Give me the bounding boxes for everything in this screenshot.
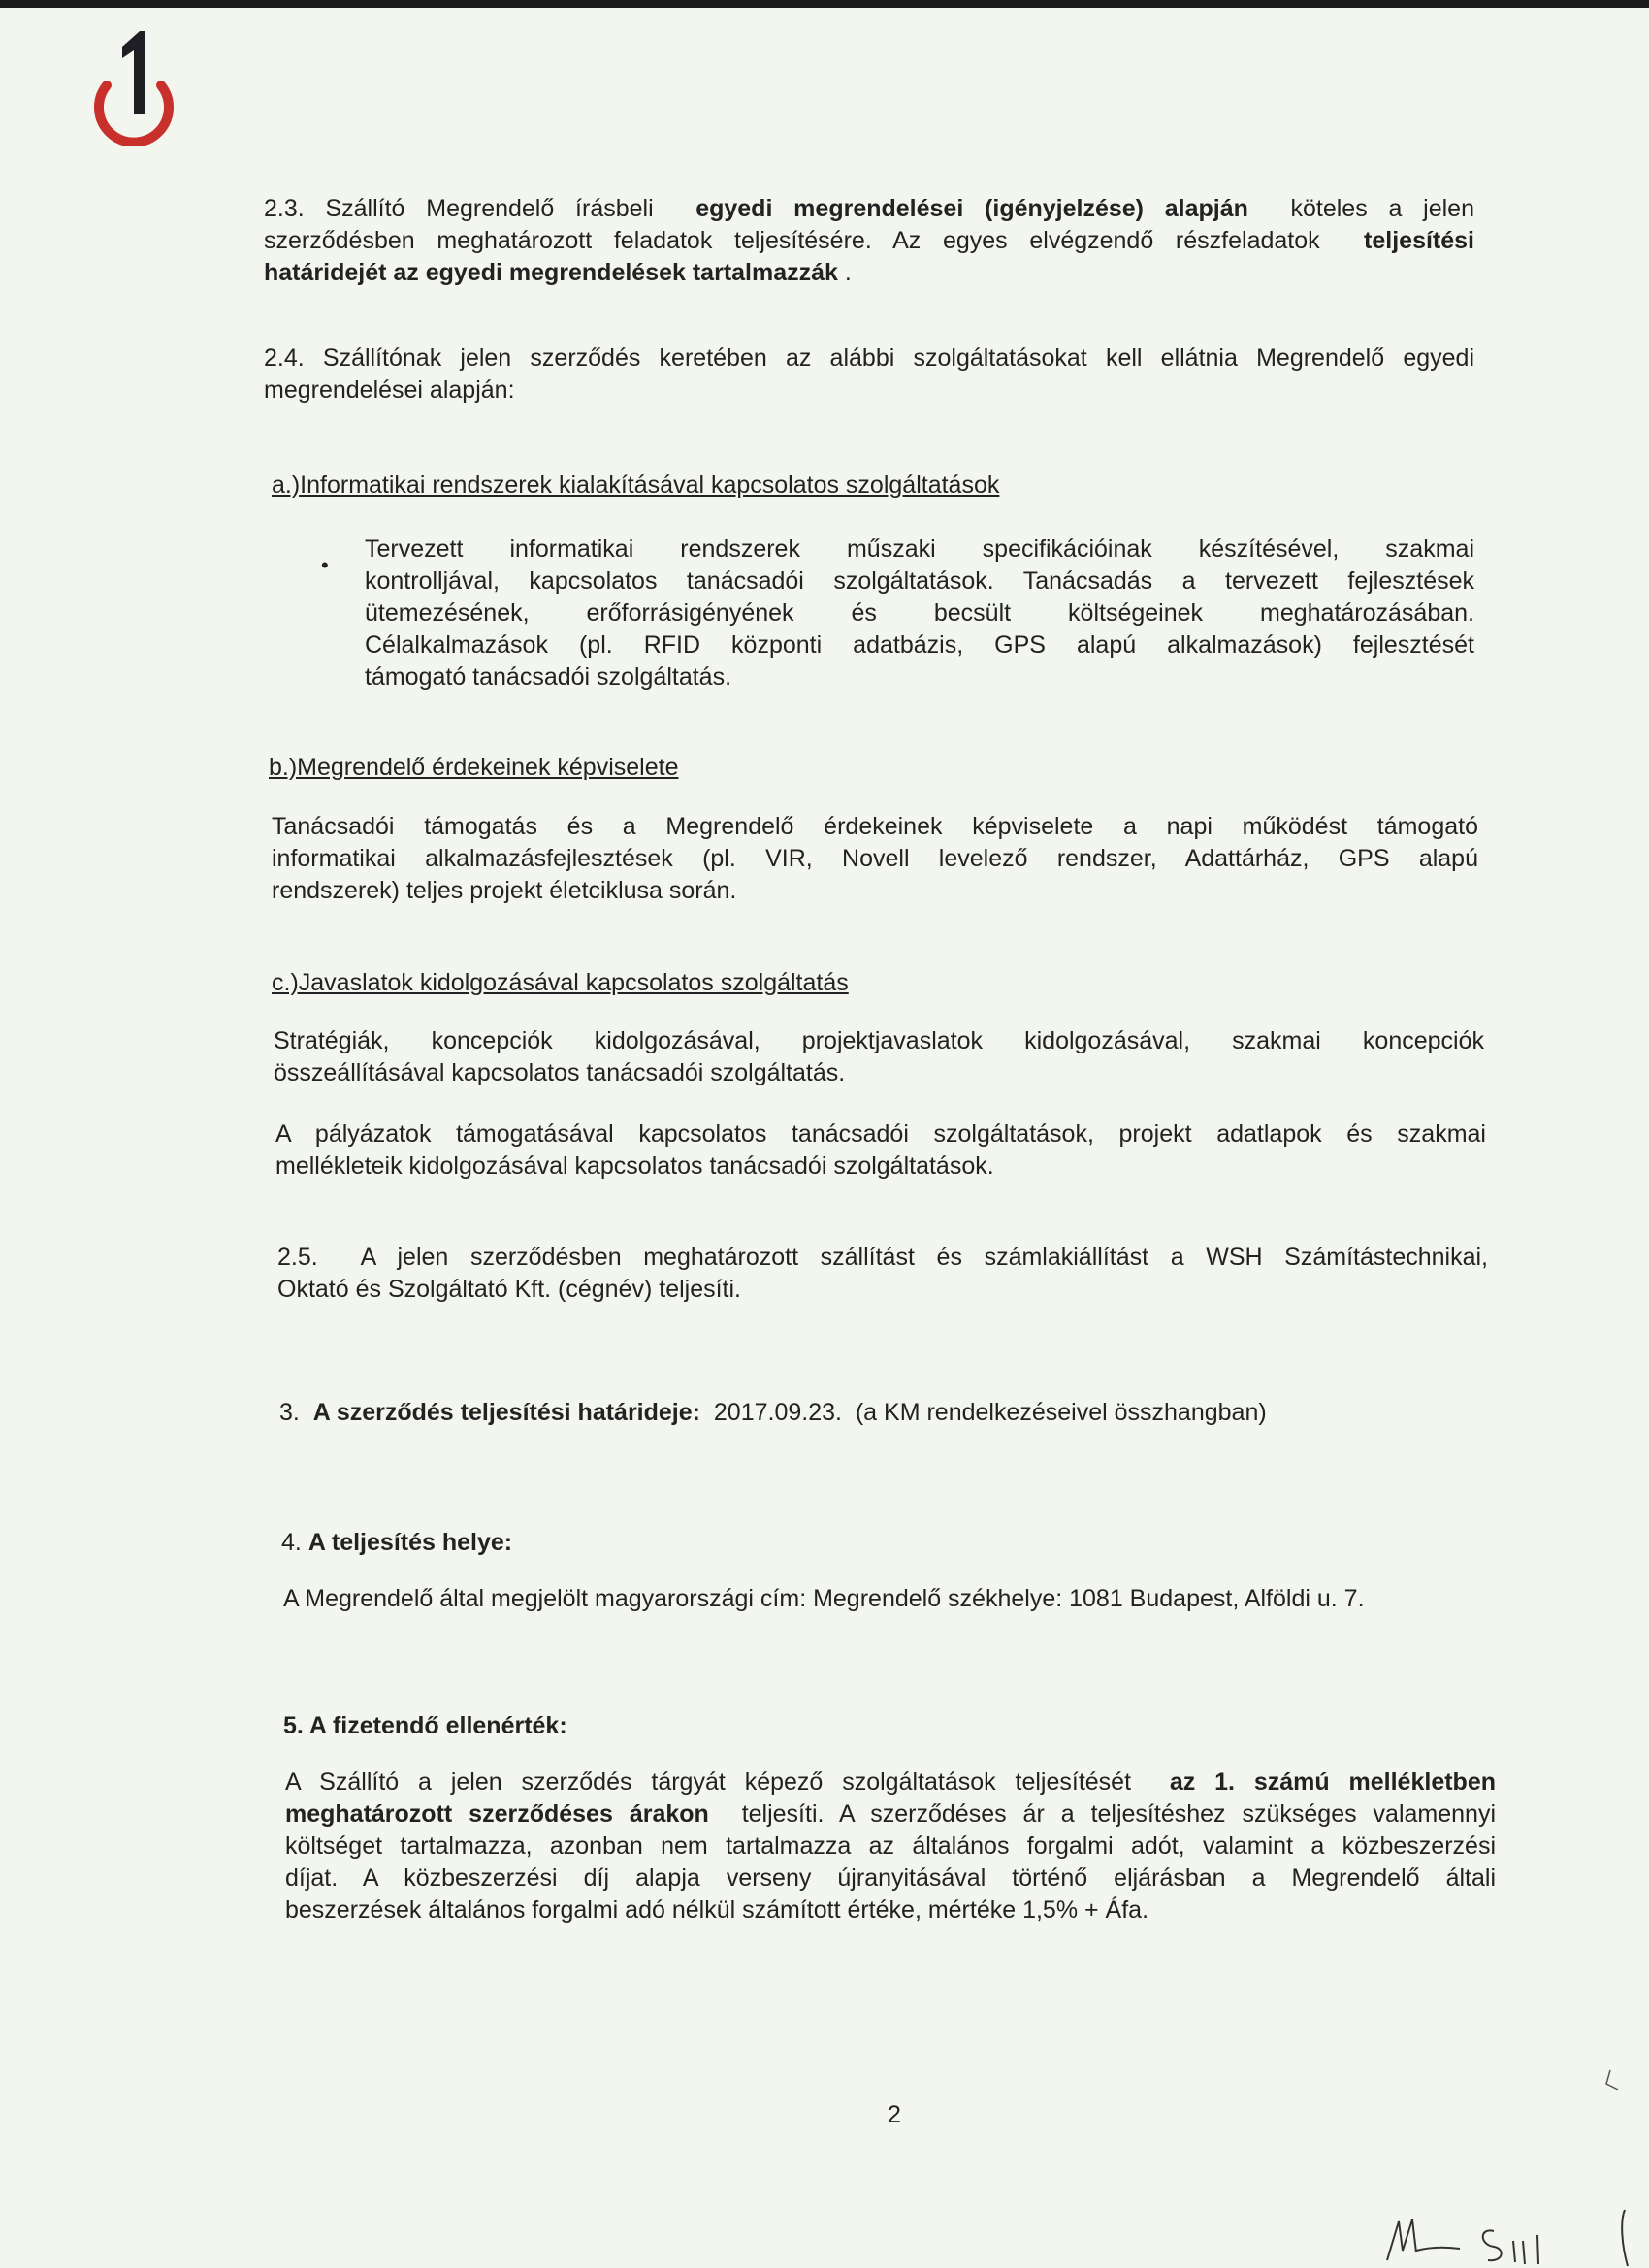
text-segment: 2017.09.23. (a KM rendelkezéseivel összhangban) (706, 1399, 1267, 1426)
text-line (285, 1831, 1496, 1863)
text-segment: . (844, 259, 852, 286)
text-c-2 (275, 1118, 1486, 1183)
text-line (365, 662, 1474, 694)
text-segment: c.)Javaslatok kidolgozásával kapcsolatos szolgáltatás (272, 969, 849, 996)
text-line (365, 534, 1474, 566)
text-segment: A pályázatok támogatásával kapcsolatos tanácsadói szolgáltatások, projekt adatlapok és szakmai (275, 1120, 1486, 1148)
text-line (365, 598, 1474, 630)
text-segment: kontrolljával, kapcsolatos tanácsadói szolgáltatások. Tanácsadás a tervezett fejlesztések (365, 567, 1474, 595)
heading-a (272, 470, 999, 502)
text-line (283, 1710, 567, 1742)
text-segment: Oktató és Szolgáltató Kft. (cégnév) teljesíti. (277, 1276, 742, 1303)
sec-5 (283, 1710, 567, 1742)
text-line (264, 257, 1474, 289)
bold-text: 5. A fizetendő ellenérték: (283, 1712, 567, 1739)
text-segment: szerződésben meghatározott feladatok teljesítésére. Az egyes elvégzendő részfeladatok (264, 227, 1342, 254)
text-line (275, 1150, 1486, 1183)
text-c-1 (274, 1025, 1484, 1089)
bold-text: A teljesítés helye: (307, 1529, 513, 1556)
text-segment: mellékleteik kidolgozásával kapcsolatos tanácsadói szolgáltatások. (275, 1152, 994, 1180)
text-line (277, 1274, 1488, 1306)
text-segment: támogató tanácsadói szolgáltatás. (365, 664, 732, 691)
text-segment: Stratégiák, koncepciók kidolgozásával, projektjavaslatok kidolgozásával, szakmai koncepciók (274, 1027, 1484, 1054)
sec-2-3 (264, 193, 1474, 289)
text-line (274, 1025, 1484, 1057)
text-line (365, 566, 1474, 598)
text-line (281, 1527, 512, 1559)
bold-text: A szerződés teljesítési határideje: (312, 1399, 700, 1426)
text-line (264, 374, 1474, 406)
text-segment: Tanácsadói támogatás és a Megrendelő érdekeinek képviselete a napi működést támogató (272, 813, 1478, 840)
text-line (264, 225, 1474, 257)
text-line (264, 342, 1474, 374)
text-line (272, 470, 999, 502)
text-line (272, 843, 1478, 875)
text-segment: beszerzések általános forgalmi adó nélkül számított értéke, mértéke 1,5% + Áfa. (285, 1896, 1149, 1924)
sec-2-4 (264, 342, 1474, 406)
text-line (264, 193, 1474, 225)
sec-2-5 (277, 1242, 1488, 1306)
text-segment: 4. (281, 1529, 302, 1556)
text-b (272, 811, 1478, 907)
text-line (283, 1583, 1365, 1615)
heading-b (269, 752, 678, 784)
text-4 (283, 1583, 1365, 1615)
sec-4 (281, 1527, 512, 1559)
text-line (279, 1397, 1267, 1429)
bold-text: határidejét az egyedi megrendelések tartalmazzák (264, 259, 838, 286)
heading-c (272, 967, 849, 999)
text-segment: A Szállító a jelen szerződés tárgyát képező szolgáltatások teljesítését (285, 1768, 1150, 1796)
scan-border (0, 0, 1649, 8)
text-line (274, 1057, 1484, 1089)
text-line (272, 875, 1478, 907)
sec-3 (279, 1397, 1267, 1429)
text-segment: teljesíti. A szerződéses ár a teljesítéshez szükséges valamennyi (725, 1800, 1496, 1828)
bullet-a (365, 534, 1474, 694)
text-segment: 2.5. A jelen szerződésben meghatározott szállítást és számlakiállítást a WSH Számítástechnikai, (277, 1244, 1488, 1271)
bold-text: teljesítési (1364, 227, 1474, 254)
text-segment: összeállításával kapcsolatos tanácsadói szolgáltatás. (274, 1059, 846, 1086)
bold-text: egyedi megrendelései (igényjelzése) alapján (695, 195, 1248, 222)
text-line (285, 1863, 1496, 1895)
text-segment: A Megrendelő által megjelölt magyarországi cím: Megrendelő székhelye: 1081 Budapest, Alföldi u. 7. (283, 1585, 1365, 1612)
text-line (272, 811, 1478, 843)
text-line (269, 752, 678, 784)
text-5 (285, 1766, 1496, 1927)
text-segment: informatikai alkalmazásfejlesztések (pl. VIR, Novell levelező rendszer, Adattárház, GPS alapú (272, 845, 1478, 872)
text-segment: megrendelései alapján: (264, 376, 515, 404)
text-segment: köteles a jelen (1269, 195, 1474, 222)
text-segment: díjat. A közbeszerzési díj alapja verseny újranyitásával történő eljárásban a Megrendelő általi (285, 1864, 1496, 1892)
text-segment: 2.3. Szállító Megrendelő írásbeli (264, 195, 675, 222)
handwritten-signature (1377, 2202, 1649, 2268)
text-line (277, 1242, 1488, 1274)
text-segment: 3. (279, 1399, 307, 1426)
text-line (285, 1895, 1496, 1927)
company-logo (85, 25, 182, 146)
text-segment: a.)Informatikai rendszerek kialakításával kapcsolatos szolgáltatások (272, 471, 1000, 499)
text-line (275, 1118, 1486, 1150)
text-segment: b.)Megrendelő érdekeinek képviselete (269, 754, 679, 781)
bold-text: az 1. számú mellékletben (1169, 1768, 1496, 1796)
text-segment: Tervezett informatikai rendszerek műszaki specifikációinak készítésével, szakmai (365, 535, 1474, 563)
text-segment: ütemezésének, erőforrásigényének és becsült költségeinek meghatározásában. (365, 599, 1474, 627)
text-line (365, 630, 1474, 662)
text-segment: költséget tartalmazza, azonban nem tartalmazza az általános forgalmi adót, valamint a közbeszerzési (285, 1832, 1496, 1860)
text-line (285, 1766, 1496, 1798)
text-segment: Célalkalmazások (pl. RFID központi adatbázis, GPS alapú alkalmazások) fejlesztését (365, 632, 1474, 659)
text-line (285, 1798, 1496, 1831)
page-number: 2 (888, 2101, 901, 2128)
margin-mark (1599, 2066, 1628, 2095)
text-segment: rendszerek) teljes projekt életciklusa során. (272, 877, 737, 904)
bullet-icon: • (321, 553, 329, 577)
text-segment: 2.4. Szállítónak jelen szerződés keretében az alábbi szolgáltatásokat kell ellátnia Megrendelő egyedi (264, 344, 1474, 372)
text-line (272, 967, 849, 999)
bold-text: meghatározott szerződéses árakon (285, 1800, 709, 1828)
